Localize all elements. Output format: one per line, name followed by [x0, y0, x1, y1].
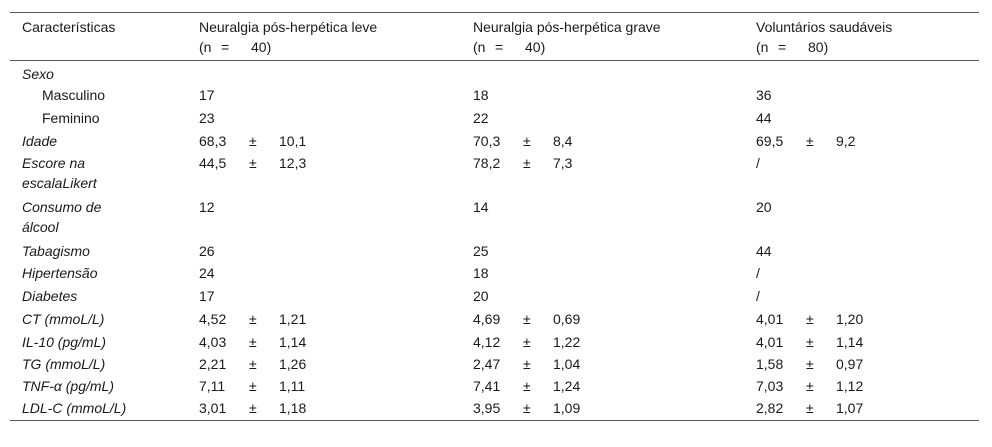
table-row	[10, 61, 979, 82]
data-table	[10, 12, 979, 421]
cell-value: 24	[199, 265, 215, 281]
table-row	[10, 395, 979, 420]
cell-mean-sd: 78,2 ± 7,3	[473, 155, 573, 171]
header-healthy	[756, 17, 892, 57]
cell-mean-sd: 68,3 ± 10,1	[199, 133, 307, 149]
row-label-il10: IL-10 (pg/mL)	[22, 334, 107, 350]
header-mild	[199, 17, 377, 57]
cell-value: /	[756, 288, 760, 304]
cell-value: 25	[473, 243, 489, 259]
row-label-escore: Escore na escalaLikert	[22, 155, 97, 191]
cell-value: 17	[199, 288, 215, 304]
row-label-hipertensao: Hipertensão	[22, 265, 98, 281]
header-mild-n: (n = 40)	[199, 39, 272, 55]
header-severe-title: Neuralgia pós-herpética grave	[473, 19, 661, 35]
cell-mean-sd: 3,95 ± 1,09	[473, 400, 581, 416]
row-label-tabagismo: Tabagismo	[22, 243, 90, 259]
row-label-diabetes: Diabetes	[22, 288, 78, 304]
cell-value: 44	[756, 110, 772, 126]
cell-value: /	[756, 265, 760, 281]
cell-value: 36	[756, 87, 772, 103]
cell-mean-sd: 2,47 ± 1,04	[473, 356, 581, 372]
table-row	[10, 260, 979, 283]
table-row	[10, 373, 979, 395]
table-row	[10, 150, 979, 194]
cell-mean-sd: 7,41 ± 1,24	[473, 378, 581, 394]
table-row	[10, 351, 979, 373]
header-characteristics: Características	[22, 19, 116, 35]
cell-mean-sd: 4,52 ± 1,21	[199, 311, 307, 327]
cell-mean-sd: 4,01 ± 1,14	[756, 334, 864, 350]
cell-value: /	[756, 155, 760, 171]
cell-value: 12	[199, 199, 215, 215]
table-row	[10, 194, 979, 238]
table-row	[10, 306, 979, 329]
cell-value: 18	[473, 87, 489, 103]
cell-value: 44	[756, 243, 772, 259]
header-severe	[473, 17, 661, 57]
header-healthy-title: Voluntários saudáveis	[756, 19, 893, 35]
table-row	[10, 283, 979, 306]
cell-mean-sd: 7,11 ± 1,11	[199, 378, 306, 394]
cell-mean-sd: 4,01 ± 1,20	[756, 311, 864, 327]
cell-value: 22	[473, 110, 489, 126]
table-row	[10, 329, 979, 351]
cell-mean-sd: 70,3 ± 8,4	[473, 133, 573, 149]
row-label-alcool: Consumo de álcool	[22, 199, 102, 235]
header-mild-title: Neuralgia pós-herpética leve	[199, 19, 378, 35]
table-header	[10, 13, 979, 60]
cell-mean-sd: 2,82 ± 1,07	[756, 400, 864, 416]
cell-mean-sd: 3,01 ± 1,18	[199, 400, 307, 416]
cell-value: 14	[473, 199, 489, 215]
table-row	[10, 82, 979, 105]
header-healthy-n: (n = 80)	[756, 39, 829, 55]
cell-value: 17	[199, 87, 215, 103]
cell-mean-sd: 2,21 ± 1,26	[199, 356, 307, 372]
cell-value: 18	[473, 265, 489, 281]
cell-mean-sd: 69,5 ± 9,2	[756, 133, 856, 149]
row-label-feminino: Feminino	[42, 110, 100, 126]
cell-mean-sd: 4,69 ± 0,69	[473, 311, 581, 327]
cell-value: 26	[199, 243, 215, 259]
row-label-masculino: Masculino	[42, 87, 106, 103]
row-label-ct: CT (mmoL/L)	[22, 311, 105, 327]
table-row	[10, 105, 979, 128]
cell-value: 23	[199, 110, 215, 126]
cell-mean-sd: 44,5 ± 12,3	[199, 155, 307, 171]
cell-value: 20	[473, 288, 489, 304]
row-label-ldl: LDL-C (mmoL/L)	[22, 400, 127, 416]
table-row	[10, 238, 979, 260]
header-severe-n: (n = 40)	[473, 39, 546, 55]
row-label-tnf: TNF-α (pg/mL)	[22, 378, 114, 394]
cell-value: 20	[756, 199, 772, 215]
cell-mean-sd: 1,58 ± 0,97	[756, 356, 864, 372]
cell-mean-sd: 7,03 ± 1,12	[756, 378, 864, 394]
table-row	[10, 128, 979, 150]
row-label-idade: Idade	[22, 133, 58, 149]
row-label-tg: TG (mmoL/L)	[22, 356, 106, 372]
row-label-sexo: Sexo	[22, 66, 54, 82]
bottom-rule	[10, 420, 979, 421]
cell-mean-sd: 4,03 ± 1,14	[199, 334, 307, 350]
cell-mean-sd: 4,12 ± 1,22	[473, 334, 581, 350]
